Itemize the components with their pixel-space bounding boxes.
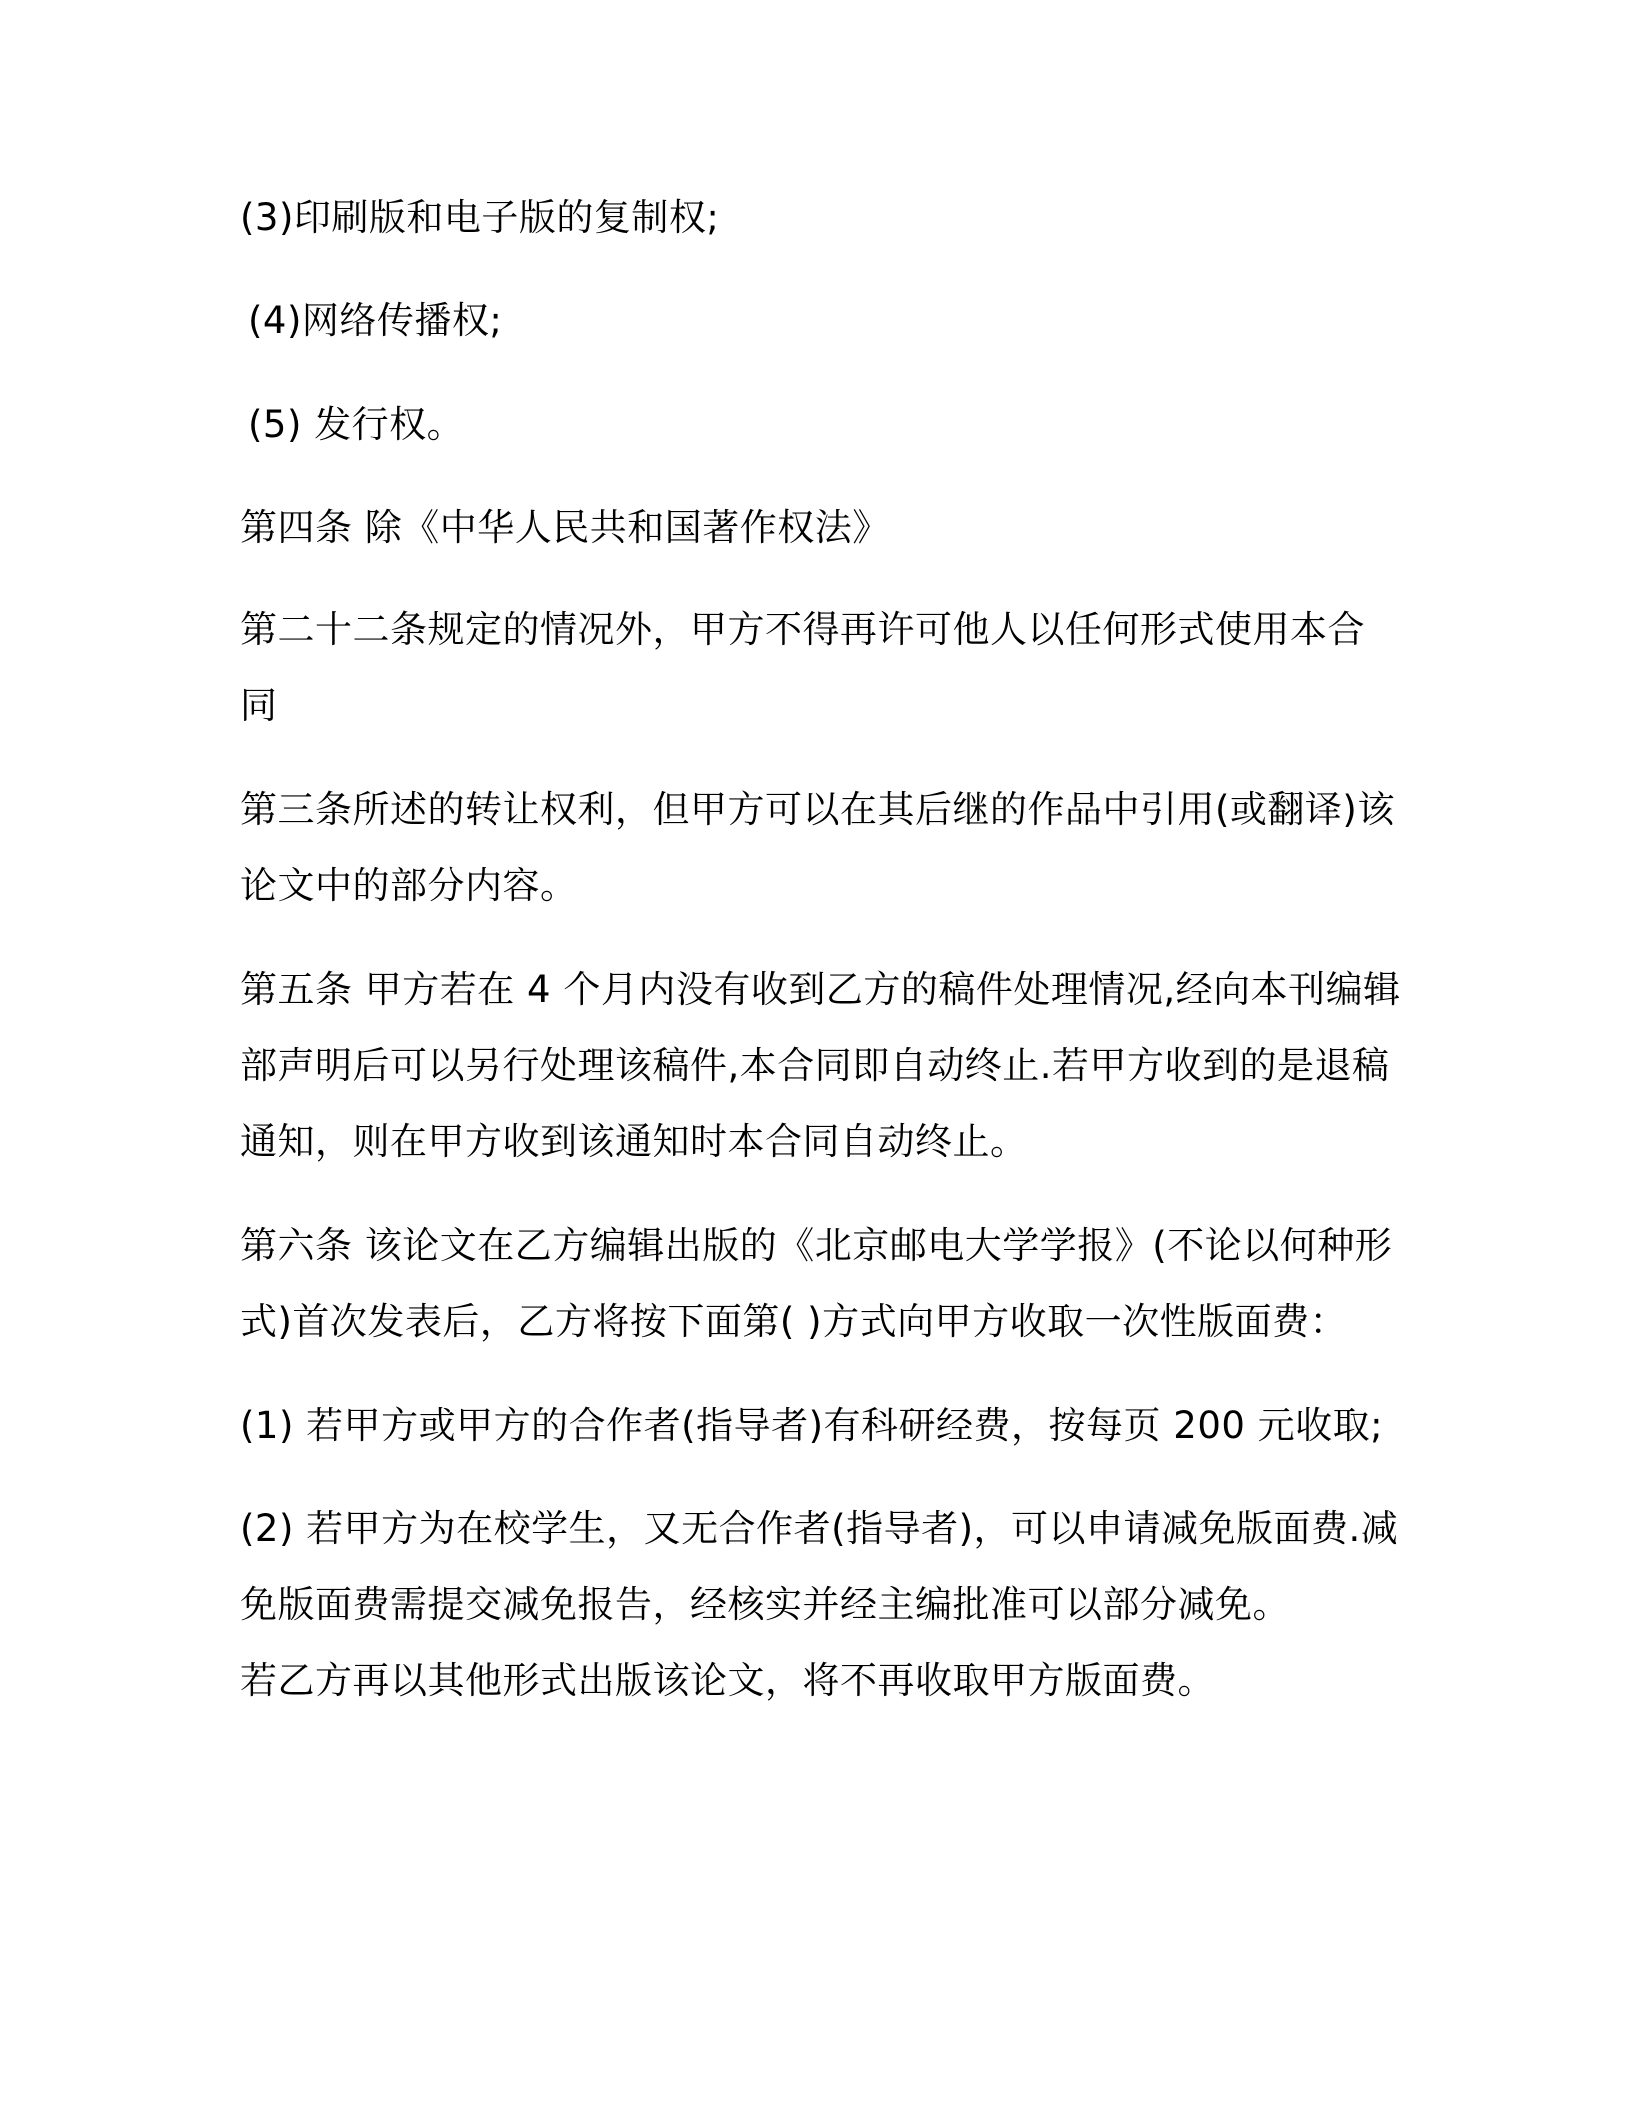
article-6-line-2: 式)首次发表后，乙方将按下面第( )方式向甲方收取一次性版面费： [240, 1300, 1348, 1343]
article-6-final-line: 若乙方再以其他形式出版该论文，将不再收取甲方版面费。 [240, 1659, 1215, 1702]
article-4-line-5: 论文中的部分内容。 [240, 864, 578, 907]
clause-line-3-2: (4)网络传播权; [248, 299, 503, 342]
article-4-line-4: 第三条所述的转让权利，但甲方可以在其后继的作品中引用(或翻译)该 [240, 788, 1395, 831]
article-5-line-3: 通知，则在甲方收到该通知时本合同自动终止。 [240, 1120, 1028, 1163]
article-4-line-3: 同 [240, 684, 278, 727]
article-6-line-1: 第六条 该论文在乙方编辑出版的《北京邮电大学学报》(不论以何种形 [240, 1224, 1393, 1267]
article-6-option-2-line-1: (2) 若甲方为在校学生，又无合作者(指导者)，可以申请减免版面费.减 [240, 1507, 1399, 1550]
article-6-option-2-line-2: 免版面费需提交减免报告，经核实并经主编批准可以部分减免。 [240, 1583, 1290, 1626]
article-4-line-1: 第四条 除《中华人民共和国著作权法》 [240, 506, 890, 549]
article-5-line-2: 部声明后可以另行处理该稿件,本合同即自动终止.若甲方收到的是退稿 [240, 1044, 1390, 1087]
article-5-line-1: 第五条 甲方若在 4 个月内没有收到乙方的稿件处理情况,经向本刊编辑 [240, 968, 1401, 1011]
clause-line-3-1: (3)印刷版和电子版的复制权; [240, 196, 720, 239]
clause-line-3-3: (5) 发行权。 [248, 403, 465, 446]
article-4-line-2: 第二十二条规定的情况外，甲方不得再许可他人以任何形式使用本合 [240, 608, 1365, 651]
article-6-option-1: (1) 若甲方或甲方的合作者(指导者)有科研经费，按每页 200 元收取; [240, 1404, 1384, 1447]
